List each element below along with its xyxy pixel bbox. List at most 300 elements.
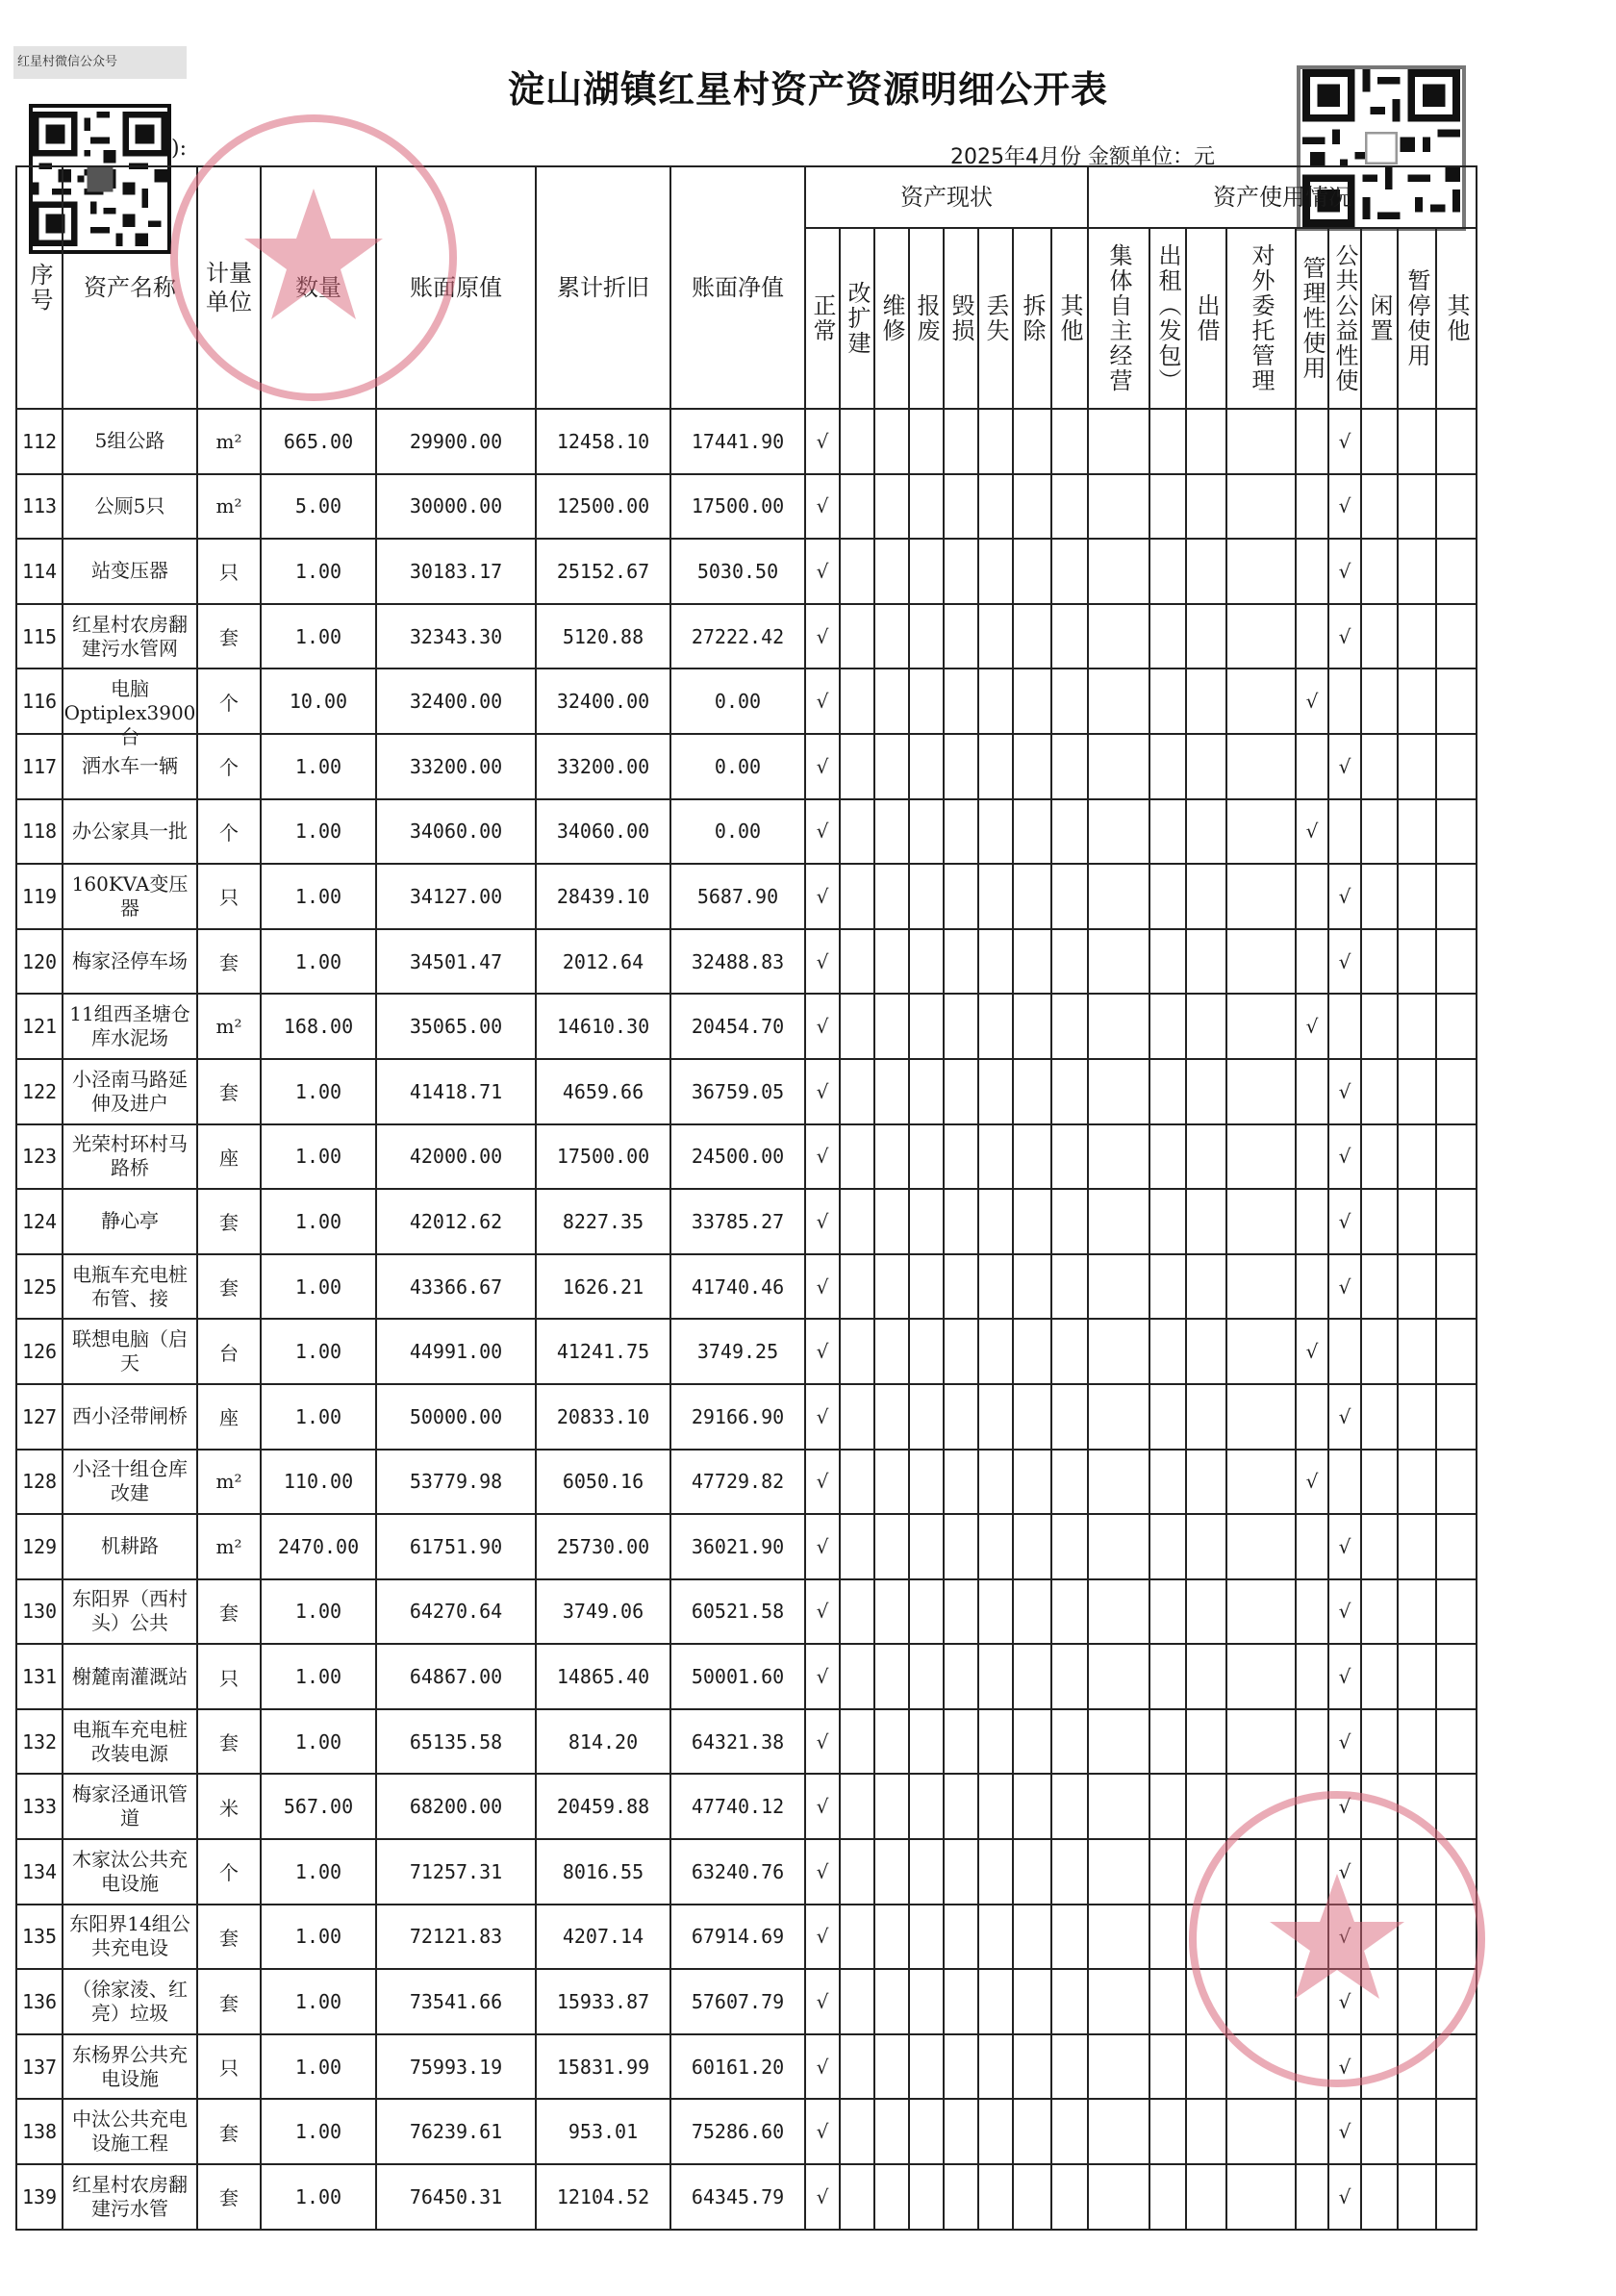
empty-cell: [978, 1189, 1013, 1254]
row-asset-name: 红星村农房翻建污水管网: [63, 604, 197, 669]
check-mark: √: [805, 669, 840, 734]
row-original-value: 41418.71: [376, 1059, 536, 1124]
empty-cell: [1296, 929, 1328, 995]
empty-cell: [874, 1254, 909, 1320]
row-seq: 132: [16, 1709, 63, 1775]
account-label: 红星村微信公众号: [13, 46, 187, 79]
check-mark: √: [1328, 1189, 1361, 1254]
empty-cell: [1361, 409, 1398, 474]
row-qty: 1.00: [261, 1124, 376, 1190]
row-depreciation: 32400.00: [536, 669, 670, 734]
row-unit: 套: [197, 1579, 261, 1645]
table-row: [16, 929, 1477, 995]
empty-cell: [909, 734, 944, 799]
check-mark: √: [805, 929, 840, 995]
empty-cell: [1088, 1384, 1149, 1450]
row-asset-name: 160KVA变压器: [63, 864, 197, 929]
empty-cell: [909, 799, 944, 865]
empty-cell: [1088, 864, 1149, 929]
row-net-value: 17500.00: [670, 474, 805, 540]
table-row: [16, 1189, 1477, 1254]
row-qty: 168.00: [261, 994, 376, 1059]
empty-cell: [1296, 864, 1328, 929]
row-unit: m²: [197, 409, 261, 474]
row-original-value: 34127.00: [376, 864, 536, 929]
table-row: [16, 799, 1477, 865]
empty-cell: [1149, 994, 1186, 1059]
empty-cell: [1088, 1644, 1149, 1709]
empty-cell: [909, 669, 944, 734]
empty-cell: [1226, 864, 1296, 929]
table-row: [16, 1124, 1477, 1190]
empty-cell: [1436, 1450, 1477, 1515]
row-net-value: 36021.90: [670, 1514, 805, 1579]
row-net-value: 24500.00: [670, 1124, 805, 1190]
check-mark: √: [805, 1124, 840, 1190]
empty-cell: [1088, 1709, 1149, 1775]
check-mark: √: [1328, 1709, 1361, 1775]
empty-cell: [874, 1644, 909, 1709]
empty-cell: [978, 1839, 1013, 1905]
row-seq: 135: [16, 1905, 63, 1970]
empty-cell: [978, 1384, 1013, 1450]
empty-cell: [874, 539, 909, 604]
check-mark: √: [805, 1450, 840, 1515]
row-depreciation: 33200.00: [536, 734, 670, 799]
village-committee-stamp: [164, 108, 464, 408]
header-seq: 序号: [16, 166, 63, 409]
check-mark: √: [805, 994, 840, 1059]
empty-cell: [909, 2099, 944, 2164]
empty-cell: [1398, 669, 1436, 734]
empty-cell: [978, 474, 1013, 540]
header-usage-5: 公共公益性使: [1328, 228, 1361, 409]
row-qty: 1.00: [261, 1709, 376, 1775]
empty-cell: [1013, 2164, 1051, 2230]
empty-cell: [1226, 409, 1296, 474]
empty-cell: [1186, 604, 1226, 669]
header-usage-0: 集体自主经营: [1088, 228, 1149, 409]
row-original-value: 35065.00: [376, 994, 536, 1059]
check-mark: √: [805, 474, 840, 540]
check-mark: √: [805, 1254, 840, 1320]
check-mark: √: [1328, 1579, 1361, 1645]
empty-cell: [1361, 734, 1398, 799]
table-row: [16, 1644, 1477, 1709]
row-seq: 125: [16, 1254, 63, 1320]
empty-cell: [1186, 2164, 1226, 2230]
empty-cell: [1051, 669, 1088, 734]
empty-cell: [909, 1709, 944, 1775]
empty-cell: [1436, 734, 1477, 799]
row-unit: 只: [197, 864, 261, 929]
check-mark: √: [805, 1384, 840, 1450]
check-mark: √: [805, 1644, 840, 1709]
table-row: [16, 1059, 1477, 1124]
row-asset-name: 机耕路: [63, 1514, 197, 1579]
row-unit: 个: [197, 669, 261, 734]
row-depreciation: 2012.64: [536, 929, 670, 995]
empty-cell: [1186, 994, 1226, 1059]
empty-cell: [1013, 1644, 1051, 1709]
check-mark: √: [1296, 1450, 1328, 1515]
check-mark: √: [1328, 734, 1361, 799]
empty-cell: [1226, 1319, 1296, 1384]
row-qty: 1.00: [261, 1839, 376, 1905]
empty-cell: [1149, 1189, 1186, 1254]
empty-cell: [978, 1644, 1013, 1709]
empty-cell: [840, 994, 874, 1059]
empty-cell: [1013, 994, 1051, 1059]
empty-cell: [978, 1969, 1013, 2034]
empty-cell: [1226, 1514, 1296, 1579]
empty-cell: [1361, 474, 1398, 540]
empty-cell: [909, 409, 944, 474]
row-qty: 1.00: [261, 1189, 376, 1254]
row-qty: 1.00: [261, 1059, 376, 1124]
row-seq: 121: [16, 994, 63, 1059]
empty-cell: [978, 1905, 1013, 1970]
empty-cell: [1051, 2099, 1088, 2164]
empty-cell: [1226, 539, 1296, 604]
empty-cell: [1398, 1319, 1436, 1384]
header-unit: 计量单位: [197, 166, 261, 409]
empty-cell: [909, 929, 944, 995]
row-unit: 套: [197, 929, 261, 995]
empty-cell: [1398, 2099, 1436, 2164]
empty-cell: [1226, 1059, 1296, 1124]
empty-cell: [1398, 734, 1436, 799]
empty-cell: [1149, 1905, 1186, 1970]
header-status-1: 改扩建: [840, 228, 874, 409]
empty-cell: [1436, 1124, 1477, 1190]
empty-cell: [874, 1774, 909, 1839]
empty-cell: [1149, 474, 1186, 540]
empty-cell: [1398, 1124, 1436, 1190]
empty-cell: [909, 474, 944, 540]
empty-cell: [1051, 2034, 1088, 2100]
empty-cell: [1088, 2164, 1149, 2230]
row-depreciation: 25730.00: [536, 1514, 670, 1579]
row-depreciation: 17500.00: [536, 1124, 670, 1190]
empty-cell: [1436, 1709, 1477, 1775]
header-depreciation: 累计折旧: [536, 166, 670, 409]
empty-cell: [1361, 864, 1398, 929]
row-seq: 126: [16, 1319, 63, 1384]
empty-cell: [1436, 474, 1477, 540]
empty-cell: [1013, 1254, 1051, 1320]
check-mark: √: [1328, 1124, 1361, 1190]
row-seq: 113: [16, 474, 63, 540]
empty-cell: [1436, 1579, 1477, 1645]
row-original-value: 34501.47: [376, 929, 536, 995]
row-seq: 117: [16, 734, 63, 799]
empty-cell: [1226, 799, 1296, 865]
header-usage-6: 闲置: [1361, 228, 1398, 409]
empty-cell: [1051, 864, 1088, 929]
empty-cell: [1013, 1319, 1051, 1384]
row-original-value: 75993.19: [376, 2034, 536, 2100]
empty-cell: [1361, 1059, 1398, 1124]
empty-cell: [1398, 929, 1436, 995]
row-unit: 套: [197, 1905, 261, 1970]
empty-cell: [944, 474, 978, 540]
row-qty: 2470.00: [261, 1514, 376, 1579]
empty-cell: [944, 1905, 978, 1970]
row-net-value: 64321.38: [670, 1709, 805, 1775]
empty-cell: [944, 669, 978, 734]
row-net-value: 17441.90: [670, 409, 805, 474]
row-seq: 120: [16, 929, 63, 995]
row-seq: 114: [16, 539, 63, 604]
empty-cell: [1226, 1124, 1296, 1190]
empty-cell: [1088, 604, 1149, 669]
row-asset-name: 中汰公共充电设施工程: [63, 2099, 197, 2164]
empty-cell: [1013, 1124, 1051, 1190]
empty-cell: [944, 1450, 978, 1515]
row-net-value: 64345.79: [670, 2164, 805, 2230]
row-net-value: 0.00: [670, 799, 805, 865]
empty-cell: [874, 929, 909, 995]
empty-cell: [909, 1189, 944, 1254]
empty-cell: [944, 1969, 978, 2034]
empty-cell: [1296, 734, 1328, 799]
row-asset-name: 电脑Optiplex3900台: [63, 669, 197, 734]
empty-cell: [978, 864, 1013, 929]
row-qty: 665.00: [261, 409, 376, 474]
check-mark: √: [1328, 409, 1361, 474]
empty-cell: [840, 1059, 874, 1124]
empty-cell: [1186, 1124, 1226, 1190]
empty-cell: [944, 539, 978, 604]
empty-cell: [1398, 1579, 1436, 1645]
row-net-value: 60161.20: [670, 2034, 805, 2100]
empty-cell: [1149, 2099, 1186, 2164]
empty-cell: [1051, 1450, 1088, 1515]
empty-cell: [1088, 2034, 1149, 2100]
empty-cell: [1149, 604, 1186, 669]
table-row: [16, 474, 1477, 540]
empty-cell: [978, 1450, 1013, 1515]
empty-cell: [840, 734, 874, 799]
row-net-value: 5030.50: [670, 539, 805, 604]
empty-cell: [1226, 669, 1296, 734]
empty-cell: [1186, 799, 1226, 865]
empty-cell: [909, 604, 944, 669]
empty-cell: [1051, 1774, 1088, 1839]
row-qty: 1.00: [261, 2099, 376, 2164]
empty-cell: [909, 1254, 944, 1320]
empty-cell: [1398, 604, 1436, 669]
empty-cell: [874, 2164, 909, 2230]
row-unit: 套: [197, 1189, 261, 1254]
row-original-value: 34060.00: [376, 799, 536, 865]
empty-cell: [909, 994, 944, 1059]
empty-cell: [909, 864, 944, 929]
empty-cell: [944, 1514, 978, 1579]
row-asset-name: 静心亭: [63, 1189, 197, 1254]
empty-cell: [1051, 1254, 1088, 1320]
empty-cell: [1328, 994, 1361, 1059]
check-mark: √: [805, 1059, 840, 1124]
header-usage-2: 出借: [1186, 228, 1226, 409]
row-qty: 567.00: [261, 1774, 376, 1839]
empty-cell: [1226, 2099, 1296, 2164]
row-depreciation: 12500.00: [536, 474, 670, 540]
empty-cell: [1088, 1969, 1149, 2034]
meta-left: ):: [171, 137, 187, 161]
header-net: 账面净值: [670, 166, 805, 409]
row-depreciation: 41241.75: [536, 1319, 670, 1384]
row-unit: 座: [197, 1384, 261, 1450]
row-seq: 123: [16, 1124, 63, 1190]
empty-cell: [1296, 1709, 1328, 1775]
row-net-value: 50001.60: [670, 1644, 805, 1709]
table-row: [16, 1579, 1477, 1645]
empty-cell: [1296, 1059, 1328, 1124]
row-asset-name: 小泾十组仓库改建: [63, 1450, 197, 1515]
empty-cell: [1013, 539, 1051, 604]
row-net-value: 32488.83: [670, 929, 805, 995]
row-asset-name: 5组公路: [63, 409, 197, 474]
empty-cell: [1436, 799, 1477, 865]
empty-cell: [1398, 1189, 1436, 1254]
check-mark: √: [1328, 2164, 1361, 2230]
empty-cell: [1051, 2164, 1088, 2230]
row-original-value: 76239.61: [376, 2099, 536, 2164]
empty-cell: [1186, 1644, 1226, 1709]
row-unit: 台: [197, 1319, 261, 1384]
check-mark: √: [805, 1709, 840, 1775]
empty-cell: [1186, 929, 1226, 995]
empty-cell: [944, 734, 978, 799]
empty-cell: [1361, 1189, 1398, 1254]
check-mark: √: [805, 1905, 840, 1970]
row-qty: 1.00: [261, 1644, 376, 1709]
row-net-value: 5687.90: [670, 864, 805, 929]
check-mark: √: [1328, 864, 1361, 929]
row-seq: 131: [16, 1644, 63, 1709]
check-mark: √: [805, 1839, 840, 1905]
empty-cell: [944, 1644, 978, 1709]
empty-cell: [1186, 1514, 1226, 1579]
header-status-3: 报废: [909, 228, 944, 409]
row-net-value: 60521.58: [670, 1579, 805, 1645]
empty-cell: [840, 669, 874, 734]
row-asset-name: 电瓶车充电桩布管、接: [63, 1254, 197, 1320]
row-depreciation: 8016.55: [536, 1839, 670, 1905]
empty-cell: [1398, 1514, 1436, 1579]
empty-cell: [1149, 1450, 1186, 1515]
empty-cell: [1186, 474, 1226, 540]
row-original-value: 65135.58: [376, 1709, 536, 1775]
empty-cell: [909, 2164, 944, 2230]
check-mark: √: [1296, 669, 1328, 734]
empty-cell: [1296, 604, 1328, 669]
row-depreciation: 34060.00: [536, 799, 670, 865]
empty-cell: [1088, 1059, 1149, 1124]
table-row: [16, 864, 1477, 929]
row-qty: 5.00: [261, 474, 376, 540]
row-original-value: 32343.30: [376, 604, 536, 669]
empty-cell: [944, 2034, 978, 2100]
empty-cell: [944, 1774, 978, 1839]
empty-cell: [978, 2099, 1013, 2164]
empty-cell: [1296, 1189, 1328, 1254]
row-seq: 134: [16, 1839, 63, 1905]
row-original-value: 44991.00: [376, 1319, 536, 1384]
row-seq: 122: [16, 1059, 63, 1124]
empty-cell: [978, 1124, 1013, 1190]
empty-cell: [944, 2099, 978, 2164]
empty-cell: [1013, 929, 1051, 995]
empty-cell: [1051, 409, 1088, 474]
empty-cell: [1436, 409, 1477, 474]
row-depreciation: 12458.10: [536, 409, 670, 474]
empty-cell: [1361, 1124, 1398, 1190]
empty-cell: [1186, 1189, 1226, 1254]
row-qty: 110.00: [261, 1450, 376, 1515]
row-unit: m²: [197, 474, 261, 540]
row-net-value: 47740.12: [670, 1774, 805, 1839]
empty-cell: [1149, 1254, 1186, 1320]
empty-cell: [1186, 1059, 1226, 1124]
row-depreciation: 6050.16: [536, 1450, 670, 1515]
empty-cell: [1149, 669, 1186, 734]
row-net-value: 0.00: [670, 734, 805, 799]
empty-cell: [1436, 1514, 1477, 1579]
empty-cell: [909, 1514, 944, 1579]
check-mark: √: [1328, 1514, 1361, 1579]
row-depreciation: 14610.30: [536, 994, 670, 1059]
row-unit: 套: [197, 1709, 261, 1775]
empty-cell: [1149, 1514, 1186, 1579]
row-original-value: 30183.17: [376, 539, 536, 604]
check-mark: √: [805, 604, 840, 669]
empty-cell: [1013, 1905, 1051, 1970]
check-mark: √: [805, 409, 840, 474]
empty-cell: [978, 669, 1013, 734]
empty-cell: [1296, 539, 1328, 604]
empty-cell: [1088, 2099, 1149, 2164]
check-mark: √: [805, 539, 840, 604]
empty-cell: [944, 1579, 978, 1645]
row-seq: 112: [16, 409, 63, 474]
empty-cell: [1361, 1514, 1398, 1579]
row-seq: 115: [16, 604, 63, 669]
header-group-status: 资产现状: [805, 166, 1088, 228]
table-row: [16, 1254, 1477, 1320]
empty-cell: [1361, 1319, 1398, 1384]
row-depreciation: 20459.88: [536, 1774, 670, 1839]
empty-cell: [1361, 2099, 1398, 2164]
empty-cell: [1436, 929, 1477, 995]
row-qty: 1.00: [261, 734, 376, 799]
empty-cell: [1088, 1189, 1149, 1254]
row-depreciation: 8227.35: [536, 1189, 670, 1254]
header-group-usage: 资产使用情况: [1088, 166, 1477, 228]
empty-cell: [874, 1579, 909, 1645]
empty-cell: [840, 1450, 874, 1515]
empty-cell: [1361, 1254, 1398, 1320]
empty-cell: [909, 1839, 944, 1905]
empty-cell: [840, 1514, 874, 1579]
empty-cell: [909, 1384, 944, 1450]
empty-cell: [1051, 1969, 1088, 2034]
row-original-value: 64270.64: [376, 1579, 536, 1645]
empty-cell: [874, 1709, 909, 1775]
row-depreciation: 814.20: [536, 1709, 670, 1775]
